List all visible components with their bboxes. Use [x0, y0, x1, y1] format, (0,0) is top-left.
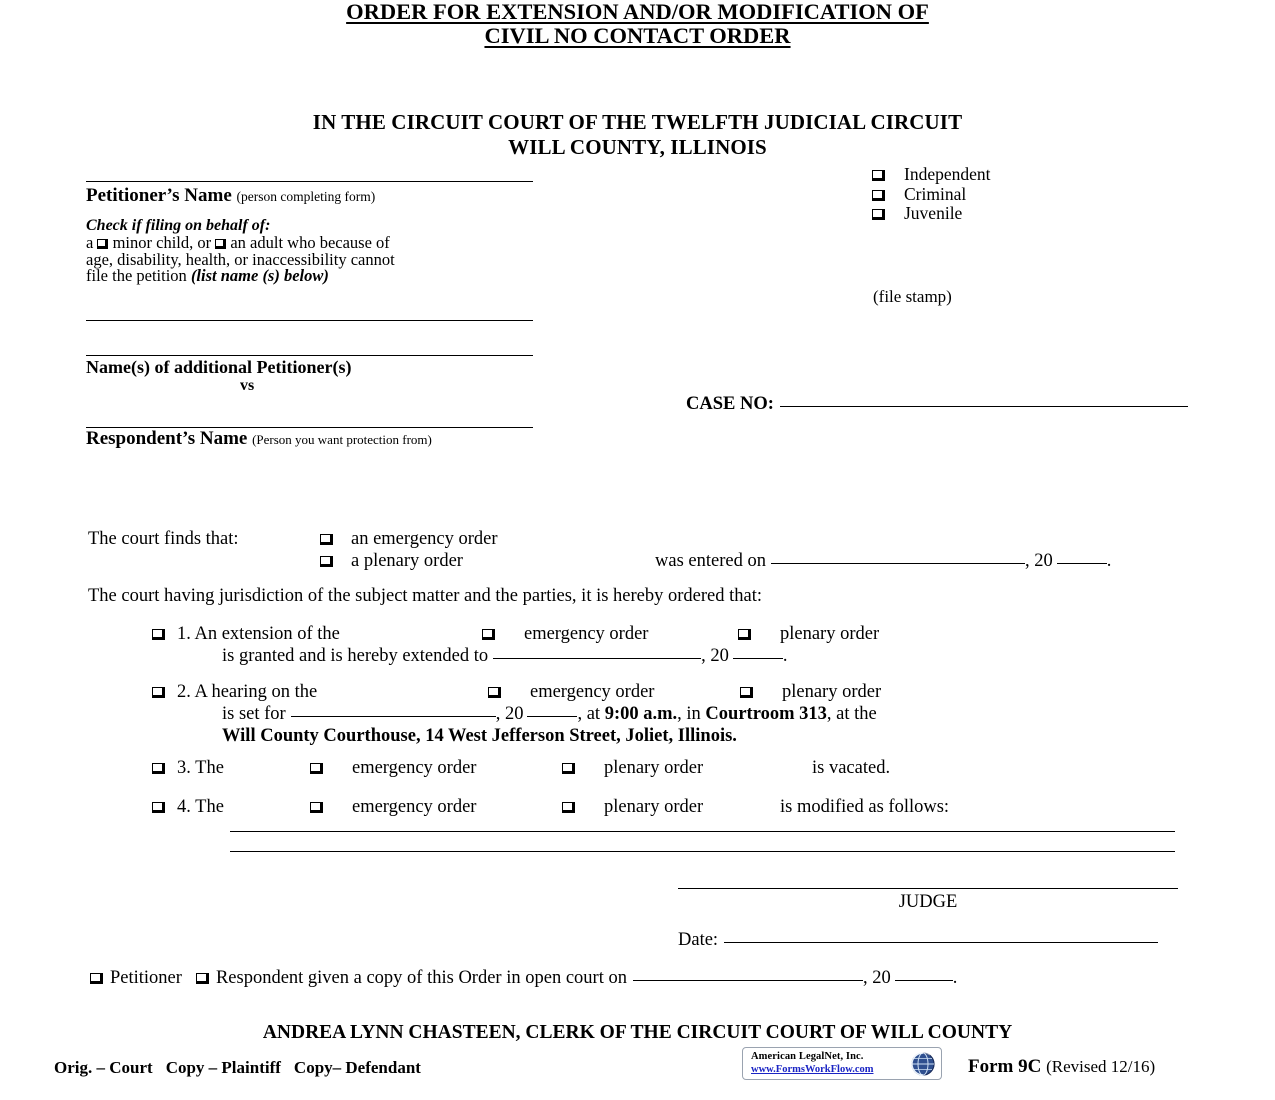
respondent-name-hint: (Person you want protection from): [252, 432, 432, 447]
versus-label: vs: [240, 377, 255, 394]
item-4-emergency-label: emergency order: [352, 797, 477, 817]
item-1-plenary-label: plenary order: [780, 624, 880, 644]
jurisdiction-statement: The court having jurisdiction of the subject matter and the parties, it is hereby ordered that:: [88, 586, 763, 606]
case-number-label: CASE NO:: [686, 394, 774, 414]
finding-emergency-checkbox[interactable]: [320, 534, 333, 545]
globe-icon: [910, 1051, 936, 1077]
juvenile-label: Juvenile: [904, 203, 963, 223]
behalf-adult-label: an adult who because of: [230, 232, 390, 252]
court-finds-label: The court finds that:: [88, 529, 239, 549]
entered-on-row: [655, 550, 1111, 572]
ordered-item-1: [152, 624, 1192, 667]
clerk-of-court-line: ANDREA LYNN CHASTEEN, CLERK OF THE CIRCUIT COURT OF WILL COUNTY: [262, 1022, 1013, 1043]
item-3-emergency-option[interactable]: [310, 758, 476, 779]
document-title-line-2: [0, 24, 1275, 48]
item-2-plenary-label: plenary order: [782, 682, 882, 702]
court-header: [0, 110, 1275, 160]
court-header-line-1: IN THE CIRCUIT COURT OF THE TWELFTH JUDICIAL CIRCUIT: [312, 110, 963, 134]
item-4-number: 4.: [177, 797, 191, 817]
service-year-input[interactable]: [895, 980, 953, 981]
modification-text-line-2[interactable]: [230, 851, 1175, 852]
case-type-checkbox-group: [872, 165, 991, 224]
behalf-list-names-hint: (list name (s) below): [190, 266, 329, 286]
case-number-input[interactable]: [780, 406, 1188, 407]
item-3-plenary-option[interactable]: [562, 758, 703, 779]
item-2-year-input[interactable]: [527, 716, 577, 717]
judge-signature-line[interactable]: [678, 888, 1178, 889]
legalnet-url-link[interactable]: www.FormsWorkFlow.com: [751, 1064, 874, 1075]
finding-emergency-option[interactable]: [320, 528, 498, 550]
finding-plenary-option[interactable]: [320, 550, 463, 572]
petitioner-name-line[interactable]: [86, 181, 533, 182]
item-2-courtroom: Courtroom 313: [705, 704, 827, 724]
behalf-minor-label: minor child, or: [112, 232, 212, 252]
item-4-plenary-label: plenary order: [604, 797, 704, 817]
case-number-row: [686, 394, 1188, 415]
case-type-criminal[interactable]: [872, 185, 991, 205]
item-1-number: 1.: [177, 624, 191, 644]
court-findings-block: [88, 528, 1112, 571]
form-number: Form 9C: [968, 1056, 1042, 1077]
item-3-checkbox[interactable]: [152, 763, 165, 774]
item-1-emergency-checkbox[interactable]: [482, 629, 495, 640]
petitioner-name-hint: (person completing form): [236, 189, 376, 204]
item-1-emergency-option[interactable]: [482, 624, 648, 645]
footer-copy-defendant: Copy– Defendant: [293, 1058, 421, 1077]
service-respondent-label: Respondent given a copy of this Order in open court on: [215, 968, 627, 988]
item-4-checkbox[interactable]: [152, 802, 165, 813]
item-2-at-label: , at: [577, 704, 601, 724]
respondent-name-title: Respondent’s Name: [86, 428, 248, 449]
behalf-header: Check if filing on behalf of:: [86, 217, 271, 234]
item-1-emergency-label: emergency order: [524, 624, 649, 644]
item-2-checkbox[interactable]: [152, 687, 165, 698]
item-2-hearing-time: 9:00 a.m.: [604, 704, 678, 724]
item-3-plenary-checkbox[interactable]: [562, 763, 575, 774]
item-1-extended-to-label: is granted and is hereby extended to: [222, 646, 489, 666]
item-3-tail: is vacated.: [812, 758, 891, 778]
service-petitioner-checkbox[interactable]: [90, 973, 103, 984]
juvenile-checkbox[interactable]: [872, 209, 885, 220]
document-title-text-2: CIVIL NO CONTACT ORDER: [484, 22, 791, 48]
item-2-plenary-checkbox[interactable]: [740, 687, 753, 698]
item-1-date-input[interactable]: [493, 658, 701, 659]
date-label: Date:: [678, 930, 719, 950]
petitioner-name-label: [86, 185, 375, 207]
item-3-number: 3.: [177, 758, 191, 778]
date-row: [678, 930, 1158, 951]
finding-emergency-label: an emergency order: [351, 529, 498, 549]
court-header-line-2: WILL COUNTY, ILLINOIS: [508, 135, 767, 159]
behalf-line-2: age, disability, health, or inaccessibility cannot: [86, 249, 395, 269]
form-number-block: [968, 1056, 1155, 1078]
item-4-text: The: [195, 797, 224, 817]
behalf-file-petition: file the petition: [86, 266, 187, 286]
petitioner-name-title: Petitioner’s Name: [86, 185, 232, 206]
filing-on-behalf-block: [86, 218, 556, 285]
item-1-text: An extension of the: [194, 624, 340, 644]
service-period: .: [952, 968, 958, 988]
ordered-item-2: [152, 682, 1192, 747]
item-1-plenary-option[interactable]: [738, 624, 879, 645]
modification-text-line-1[interactable]: [230, 831, 1175, 832]
footer-copy-orig: Orig. – Court: [54, 1058, 153, 1077]
footer-copy-distribution: [54, 1058, 421, 1078]
item-4-tail: is modified as follows:: [780, 797, 950, 817]
item-3-emergency-label: emergency order: [352, 758, 477, 778]
minor-child-checkbox[interactable]: [97, 239, 108, 249]
item-2-number: 2.: [177, 682, 191, 702]
service-year-prefix: , 20: [862, 968, 891, 988]
item-3-emergency-checkbox[interactable]: [310, 763, 323, 774]
item-2-in-label: , in: [677, 704, 701, 724]
entered-on-year-prefix: , 20: [1024, 551, 1053, 571]
service-respondent-checkbox[interactable]: [196, 973, 209, 984]
adult-checkbox[interactable]: [215, 239, 226, 249]
item-2-text: A hearing on the: [194, 682, 318, 702]
item-2-year-prefix: , 20: [495, 704, 524, 724]
entered-on-label: was entered on: [655, 551, 766, 571]
item-3-plenary-label: plenary order: [604, 758, 704, 778]
case-type-independent[interactable]: [872, 165, 991, 185]
form-revision: (Revised 12/16): [1046, 1057, 1156, 1076]
finding-plenary-checkbox[interactable]: [320, 556, 333, 567]
legalnet-company-name: American LegalNet, Inc.: [751, 1051, 864, 1062]
item-4-plenary-option[interactable]: [562, 797, 703, 818]
service-petitioner-label: Petitioner: [110, 968, 182, 988]
item-1-period: .: [782, 646, 788, 666]
item-4-plenary-checkbox[interactable]: [562, 802, 575, 813]
entered-on-year-input[interactable]: [1057, 563, 1107, 564]
item-1-checkbox[interactable]: [152, 629, 165, 640]
criminal-checkbox[interactable]: [872, 190, 885, 201]
item-2-emergency-checkbox[interactable]: [488, 687, 501, 698]
service-date-input[interactable]: [633, 980, 863, 981]
date-input[interactable]: [724, 942, 1158, 943]
item-1-plenary-checkbox[interactable]: [738, 629, 751, 640]
item-2-courthouse-address: Will County Courthouse, 14 West Jefferson Street, Joliet, Illinois.: [222, 726, 737, 746]
independent-label: Independent: [904, 164, 991, 184]
behalf-line-3: [86, 268, 556, 285]
item-2-emergency-option[interactable]: [488, 682, 654, 703]
item-2-line-2: [222, 704, 1192, 725]
item-2-plenary-option[interactable]: [740, 682, 881, 703]
document-title: [0, 0, 1275, 47]
file-stamp-placeholder: (file stamp): [873, 287, 952, 306]
finding-plenary-label: a plenary order: [351, 551, 463, 571]
footer-copy-plaintiff: Copy – Plaintiff: [165, 1058, 281, 1077]
ordered-item-4: [152, 797, 1192, 818]
ordered-item-3: [152, 758, 1192, 779]
item-1-year-input[interactable]: [733, 658, 783, 659]
behalf-article: a: [86, 232, 94, 252]
item-2-is-set-for-label: is set for: [222, 704, 286, 724]
item-4-emergency-option[interactable]: [310, 797, 476, 818]
item-4-emergency-checkbox[interactable]: [310, 802, 323, 813]
copy-service-line: [90, 968, 957, 989]
item-2-date-input[interactable]: [291, 716, 496, 717]
document-title-text-1: ORDER FOR EXTENSION AND/OR MODIFICATION OF: [346, 0, 929, 24]
item-1-line-2: [222, 646, 1192, 667]
item-2-emergency-label: emergency order: [530, 682, 655, 702]
entered-on-period: .: [1106, 551, 1112, 571]
american-legalnet-logo-box: [742, 1047, 942, 1080]
item-1-year-prefix: , 20: [701, 646, 729, 666]
additional-petitioner-line-1[interactable]: [86, 320, 533, 321]
respondent-name-label: [86, 428, 432, 450]
independent-checkbox[interactable]: [872, 170, 885, 181]
criminal-label: Criminal: [904, 183, 967, 204]
additional-petitioners-label: Name(s) of additional Petitioner(s): [86, 357, 352, 377]
judge-label: JUDGE: [898, 892, 958, 912]
item-2-at-the-label: , at the: [826, 704, 877, 724]
entered-on-date-input[interactable]: [771, 563, 1025, 564]
item-3-text: The: [195, 758, 224, 778]
case-type-juvenile[interactable]: [872, 204, 991, 224]
additional-petitioner-line-2[interactable]: [86, 355, 533, 356]
document-title-line-1: [0, 0, 1275, 24]
